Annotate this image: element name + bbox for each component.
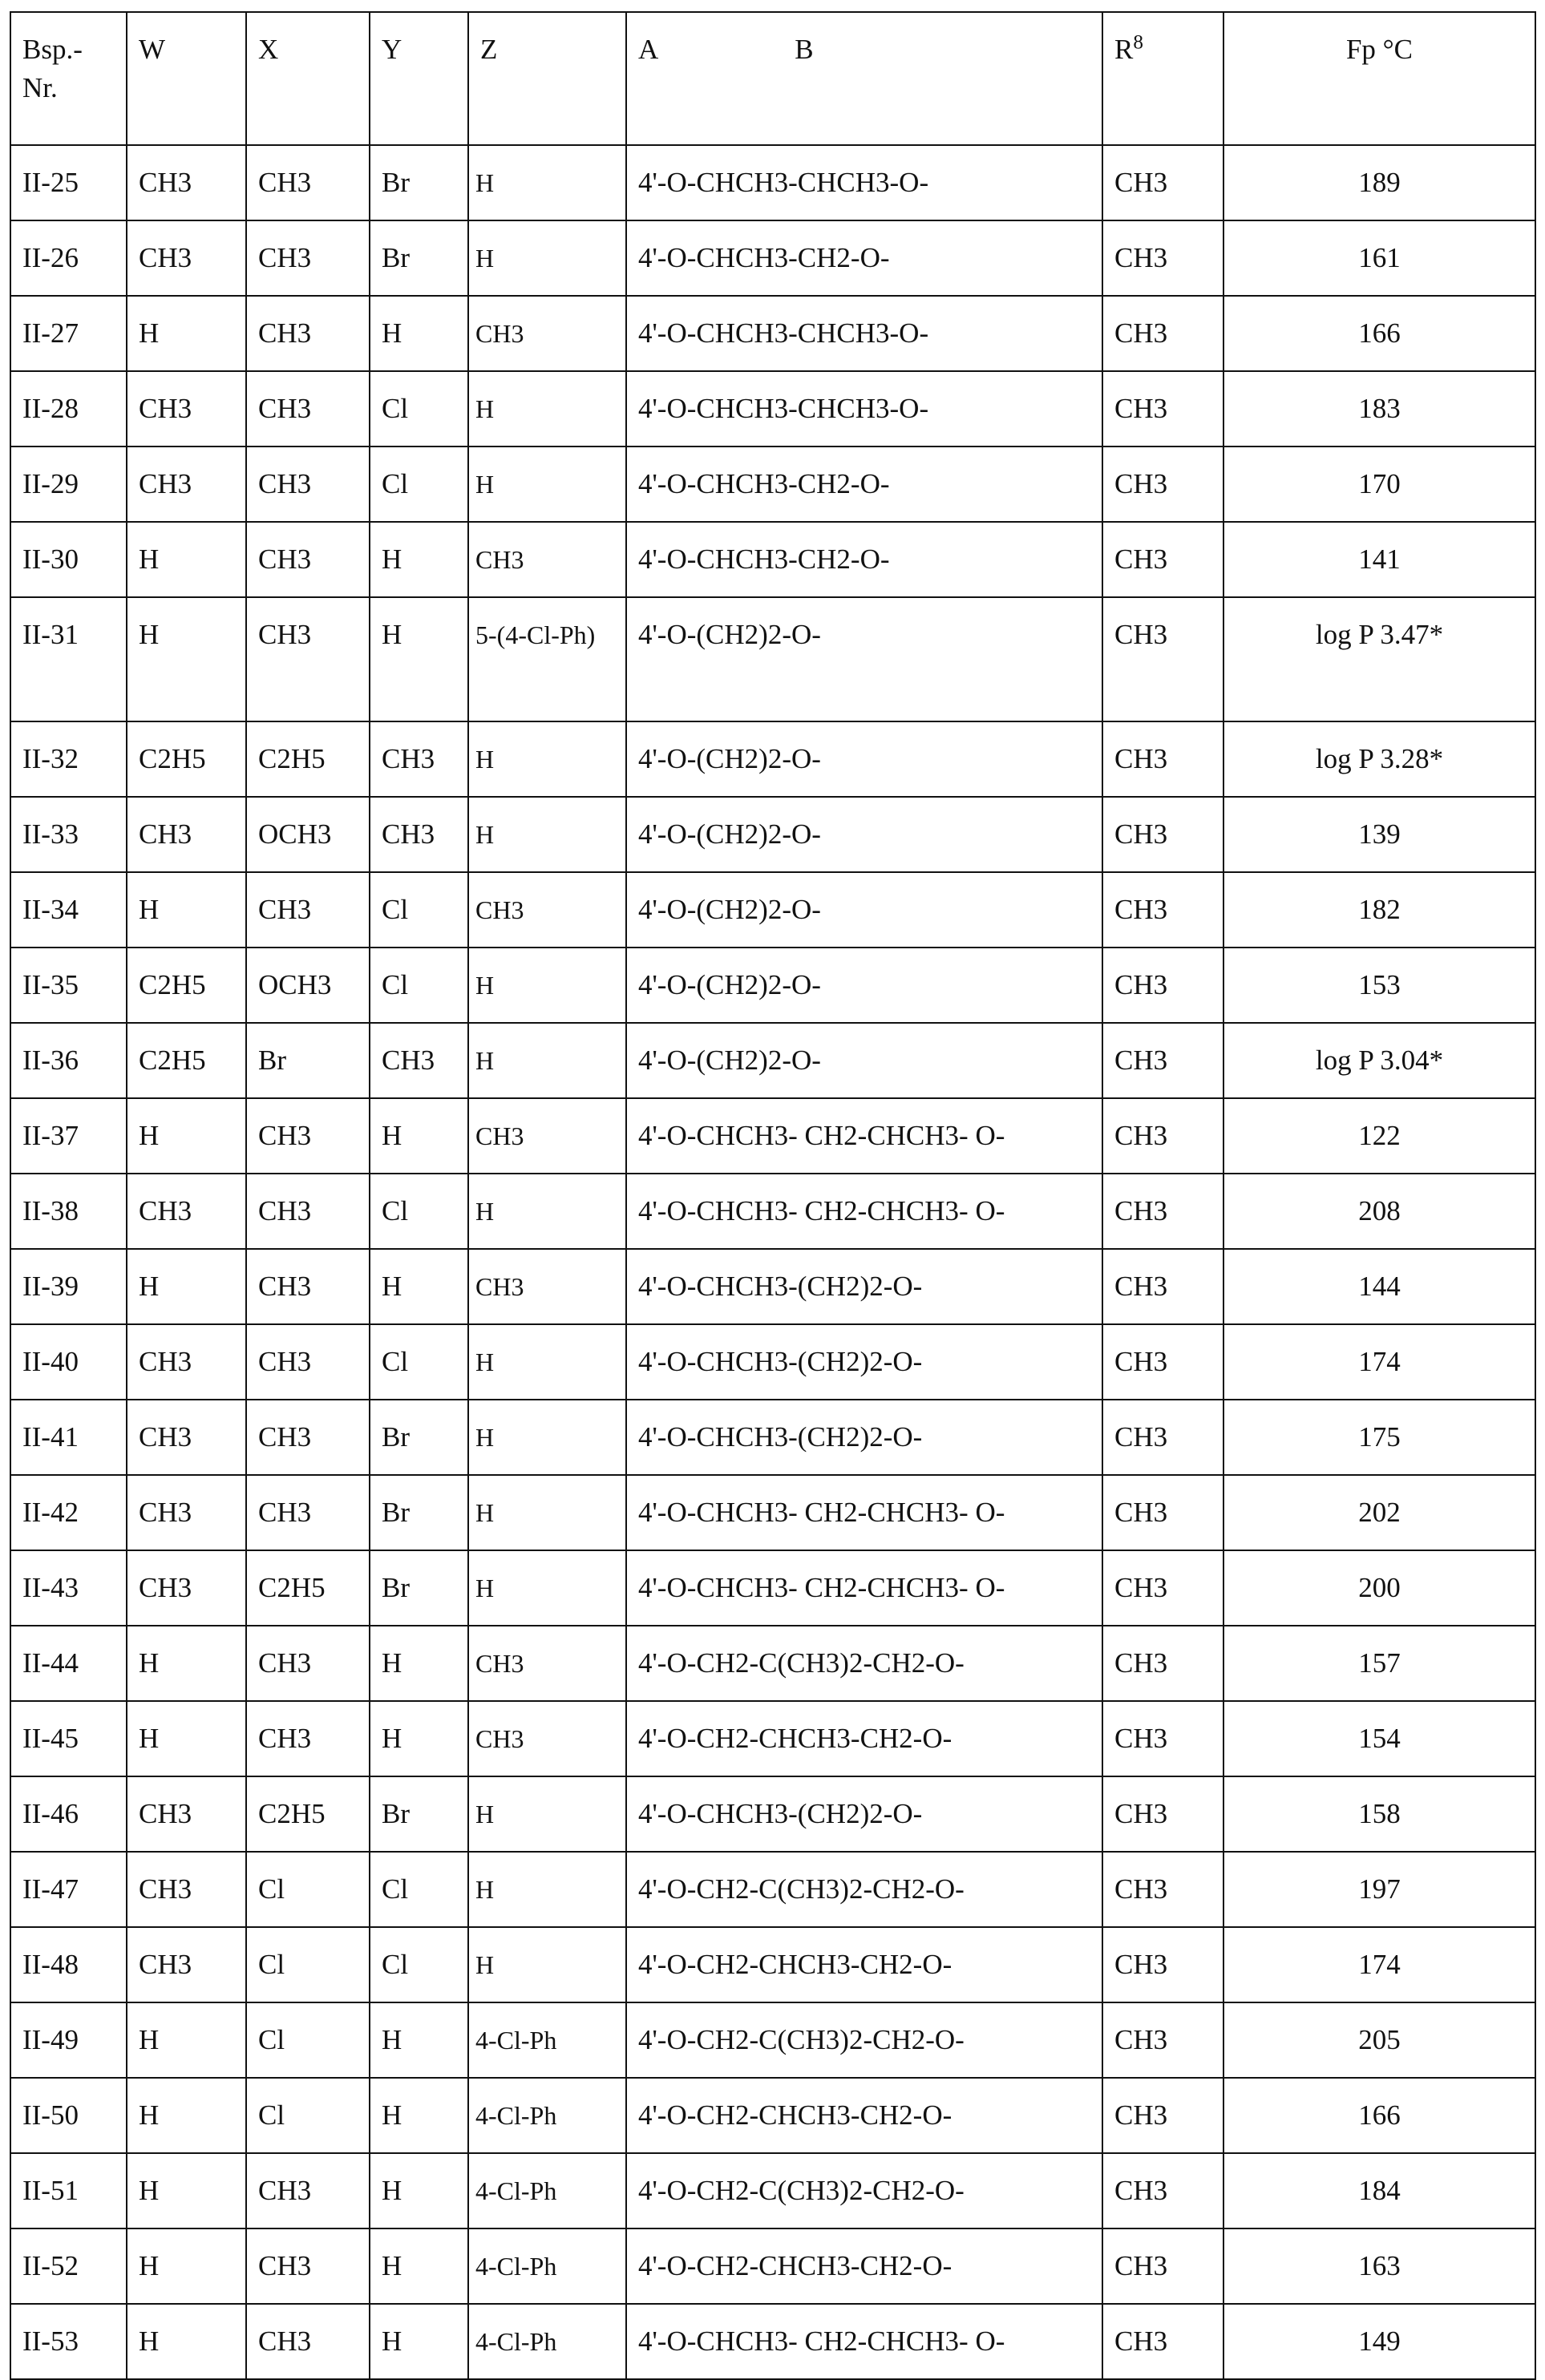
header-fp: Fp °C [1223, 12, 1535, 145]
cell-x: Cl [246, 1927, 370, 2002]
compound-table [10, 11, 1536, 2380]
cell-y: H [370, 1098, 468, 1174]
cell-ab: 4'-O-CHCH3-CH2-O- [626, 522, 1102, 597]
cell-r8: CH3 [1102, 220, 1223, 296]
cell-x: CH3 [246, 1400, 370, 1475]
cell-w: H [127, 1626, 246, 1701]
cell-w: H [127, 2078, 246, 2153]
cell-z: H [468, 1400, 626, 1475]
cell-nr: II-42 [10, 1475, 127, 1550]
cell-fp: 161 [1223, 220, 1535, 296]
cell-w: H [127, 2228, 246, 2304]
cell-ab: 4'-O-CHCH3-CHCH3-O- [626, 296, 1102, 371]
cell-ab: 4'-O-(CH2)2-O- [626, 948, 1102, 1023]
cell-x: CH3 [246, 1626, 370, 1701]
cell-nr: II-49 [10, 2002, 127, 2078]
cell-z: H [468, 1324, 626, 1400]
cell-fp: 189 [1223, 145, 1535, 220]
cell-ab: 4'-O-(CH2)2-O- [626, 797, 1102, 872]
table-row [10, 1324, 1535, 1400]
cell-nr: II-36 [10, 1023, 127, 1098]
cell-y: H [370, 1701, 468, 1776]
cell-x: CH3 [246, 1249, 370, 1324]
cell-r8: CH3 [1102, 1249, 1223, 1324]
header-x: X [246, 12, 370, 145]
cell-nr: II-29 [10, 447, 127, 522]
cell-x: OCH3 [246, 948, 370, 1023]
cell-y: Cl [370, 1927, 468, 2002]
cell-r8: CH3 [1102, 1098, 1223, 1174]
cell-nr: II-25 [10, 145, 127, 220]
cell-x: CH3 [246, 2153, 370, 2228]
cell-r8: CH3 [1102, 296, 1223, 371]
cell-fp: 157 [1223, 1626, 1535, 1701]
cell-nr: II-34 [10, 872, 127, 948]
cell-z: H [468, 220, 626, 296]
table-row [10, 2228, 1535, 2304]
cell-nr: II-51 [10, 2153, 127, 2228]
cell-y: H [370, 1249, 468, 1324]
cell-y: H [370, 1626, 468, 1701]
cell-ab: 4'-O-CH2-C(CH3)2-CH2-O- [626, 2153, 1102, 2228]
cell-nr: II-45 [10, 1701, 127, 1776]
cell-fp: 163 [1223, 2228, 1535, 2304]
cell-w: H [127, 2153, 246, 2228]
cell-z: CH3 [468, 522, 626, 597]
cell-r8: CH3 [1102, 597, 1223, 721]
header-a-b [626, 12, 1102, 145]
cell-fp: 144 [1223, 1249, 1535, 1324]
cell-y: Cl [370, 1324, 468, 1400]
cell-w: CH3 [127, 1400, 246, 1475]
cell-nr: II-46 [10, 1776, 127, 1852]
cell-y: H [370, 597, 468, 721]
cell-z: H [468, 1852, 626, 1927]
cell-y: Cl [370, 1852, 468, 1927]
header-b: B [795, 34, 813, 65]
cell-r8: CH3 [1102, 371, 1223, 447]
table-row [10, 1249, 1535, 1324]
cell-y: CH3 [370, 721, 468, 797]
table-row [10, 1400, 1535, 1475]
table-row [10, 1475, 1535, 1550]
header-a: A [638, 34, 658, 65]
cell-w: H [127, 522, 246, 597]
cell-x: CH3 [246, 145, 370, 220]
cell-ab: 4'-O-CH2-CHCH3-CH2-O- [626, 2228, 1102, 2304]
cell-x: CH3 [246, 1174, 370, 1249]
header-row [10, 12, 1535, 145]
table-row [10, 447, 1535, 522]
table-row [10, 1626, 1535, 1701]
cell-r8: CH3 [1102, 1023, 1223, 1098]
cell-fp: 153 [1223, 948, 1535, 1023]
cell-fp: 174 [1223, 1927, 1535, 2002]
cell-r8: CH3 [1102, 1701, 1223, 1776]
cell-x: CH3 [246, 371, 370, 447]
cell-x: Cl [246, 2078, 370, 2153]
table-row [10, 1174, 1535, 1249]
cell-z: H [468, 1550, 626, 1626]
cell-nr: II-41 [10, 1400, 127, 1475]
header-w: W [127, 12, 246, 145]
cell-r8: CH3 [1102, 522, 1223, 597]
cell-w: CH3 [127, 1927, 246, 2002]
cell-w: CH3 [127, 145, 246, 220]
cell-fp: 184 [1223, 2153, 1535, 2228]
table-row [10, 1927, 1535, 2002]
cell-x: OCH3 [246, 797, 370, 872]
table-row [10, 145, 1535, 220]
cell-r8: CH3 [1102, 447, 1223, 522]
table-row [10, 371, 1535, 447]
cell-x: C2H5 [246, 1550, 370, 1626]
cell-x: CH3 [246, 1475, 370, 1550]
table-row [10, 296, 1535, 371]
cell-ab: 4'-O-CH2-C(CH3)2-CH2-O- [626, 2002, 1102, 2078]
cell-y: Br [370, 1550, 468, 1626]
cell-nr: II-31 [10, 597, 127, 721]
cell-nr: II-52 [10, 2228, 127, 2304]
cell-z: 4-Cl-Ph [468, 2304, 626, 2379]
cell-w: CH3 [127, 1324, 246, 1400]
cell-ab: 4'-O-CHCH3-CH2-O- [626, 447, 1102, 522]
cell-r8: CH3 [1102, 1626, 1223, 1701]
cell-nr: II-30 [10, 522, 127, 597]
cell-nr: II-43 [10, 1550, 127, 1626]
cell-r8: CH3 [1102, 1852, 1223, 1927]
cell-x: Cl [246, 2002, 370, 2078]
cell-fp: 166 [1223, 2078, 1535, 2153]
cell-fp: log P 3.04* [1223, 1023, 1535, 1098]
cell-w: H [127, 1701, 246, 1776]
table-row [10, 522, 1535, 597]
table-row [10, 1852, 1535, 1927]
cell-ab: 4'-O-CHCH3-CHCH3-O- [626, 145, 1102, 220]
cell-w: CH3 [127, 1475, 246, 1550]
cell-ab: 4'-O-CH2-CHCH3-CH2-O- [626, 1701, 1102, 1776]
cell-z: H [468, 1776, 626, 1852]
cell-y: CH3 [370, 797, 468, 872]
header-r: R [1114, 34, 1133, 65]
cell-fp: log P 3.47* [1223, 597, 1535, 721]
cell-nr: II-38 [10, 1174, 127, 1249]
cell-fp: 202 [1223, 1475, 1535, 1550]
cell-fp: 149 [1223, 2304, 1535, 2379]
cell-fp: 182 [1223, 872, 1535, 948]
cell-w: H [127, 1249, 246, 1324]
cell-ab: 4'-O-(CH2)2-O- [626, 597, 1102, 721]
cell-w: CH3 [127, 1776, 246, 1852]
cell-r8: CH3 [1102, 797, 1223, 872]
cell-z: CH3 [468, 1249, 626, 1324]
cell-w: CH3 [127, 1174, 246, 1249]
cell-nr: II-26 [10, 220, 127, 296]
cell-y: H [370, 2153, 468, 2228]
cell-r8: CH3 [1102, 872, 1223, 948]
cell-y: Br [370, 1475, 468, 1550]
cell-z: CH3 [468, 1701, 626, 1776]
cell-z: H [468, 721, 626, 797]
cell-ab: 4'-O-(CH2)2-O- [626, 1023, 1102, 1098]
cell-z: CH3 [468, 1098, 626, 1174]
cell-fp: 205 [1223, 2002, 1535, 2078]
cell-x: CH3 [246, 447, 370, 522]
cell-r8: CH3 [1102, 2078, 1223, 2153]
header-nr: Nr. [22, 72, 58, 103]
cell-w: H [127, 2304, 246, 2379]
cell-x: CH3 [246, 1701, 370, 1776]
cell-nr: II-28 [10, 371, 127, 447]
cell-x: Br [246, 1023, 370, 1098]
cell-r8: CH3 [1102, 1776, 1223, 1852]
cell-w: C2H5 [127, 721, 246, 797]
cell-w: CH3 [127, 1550, 246, 1626]
cell-ab: 4'-O-CHCH3-(CH2)2-O- [626, 1324, 1102, 1400]
cell-r8: CH3 [1102, 2153, 1223, 2228]
cell-y: H [370, 2228, 468, 2304]
cell-z: H [468, 447, 626, 522]
cell-y: Br [370, 1400, 468, 1475]
table-row [10, 721, 1535, 797]
cell-fp: 174 [1223, 1324, 1535, 1400]
cell-x: CH3 [246, 522, 370, 597]
cell-w: H [127, 597, 246, 721]
cell-z: 4-Cl-Ph [468, 2228, 626, 2304]
cell-z: H [468, 1927, 626, 2002]
cell-y: H [370, 2304, 468, 2379]
cell-fp: log P 3.28* [1223, 721, 1535, 797]
cell-fp: 166 [1223, 296, 1535, 371]
cell-r8: CH3 [1102, 2002, 1223, 2078]
cell-x: C2H5 [246, 1776, 370, 1852]
cell-y: H [370, 2078, 468, 2153]
cell-r8: CH3 [1102, 145, 1223, 220]
cell-r8: CH3 [1102, 1400, 1223, 1475]
cell-nr: II-35 [10, 948, 127, 1023]
cell-r8: CH3 [1102, 721, 1223, 797]
cell-nr: II-48 [10, 1927, 127, 2002]
cell-w: CH3 [127, 220, 246, 296]
cell-z: H [468, 948, 626, 1023]
cell-nr: II-39 [10, 1249, 127, 1324]
cell-x: CH3 [246, 220, 370, 296]
cell-ab: 4'-O-CHCH3-CHCH3-O- [626, 371, 1102, 447]
cell-fp: 200 [1223, 1550, 1535, 1626]
cell-w: CH3 [127, 371, 246, 447]
cell-fp: 183 [1223, 371, 1535, 447]
table-row [10, 1023, 1535, 1098]
cell-y: Cl [370, 447, 468, 522]
cell-z: CH3 [468, 296, 626, 371]
cell-ab: 4'-O-CHCH3-(CH2)2-O- [626, 1776, 1102, 1852]
cell-z: H [468, 1475, 626, 1550]
cell-ab: 4'-O-CHCH3- CH2-CHCH3- O- [626, 1174, 1102, 1249]
cell-ab: 4'-O-CHCH3- CH2-CHCH3- O- [626, 1475, 1102, 1550]
cell-ab: 4'-O-CH2-C(CH3)2-CH2-O- [626, 1852, 1102, 1927]
cell-w: C2H5 [127, 1023, 246, 1098]
cell-fp: 158 [1223, 1776, 1535, 1852]
cell-r8: CH3 [1102, 1927, 1223, 2002]
cell-y: Br [370, 1776, 468, 1852]
cell-ab: 4'-O-CH2-CHCH3-CH2-O- [626, 1927, 1102, 2002]
cell-y: H [370, 522, 468, 597]
cell-z: H [468, 797, 626, 872]
cell-ab: 4'-O-(CH2)2-O- [626, 721, 1102, 797]
cell-z: H [468, 1174, 626, 1249]
cell-w: H [127, 1098, 246, 1174]
cell-nr: II-50 [10, 2078, 127, 2153]
cell-x: C2H5 [246, 721, 370, 797]
cell-x: CH3 [246, 1324, 370, 1400]
cell-w: CH3 [127, 1852, 246, 1927]
cell-y: H [370, 2002, 468, 2078]
cell-nr: II-40 [10, 1324, 127, 1400]
table-row [10, 1776, 1535, 1852]
header-r-superscript: 8 [1133, 31, 1143, 53]
cell-z: 5-(4-Cl-Ph) [468, 597, 626, 721]
table-row [10, 220, 1535, 296]
cell-nr: II-33 [10, 797, 127, 872]
cell-y: Cl [370, 872, 468, 948]
cell-z: H [468, 371, 626, 447]
header-r8 [1102, 12, 1223, 145]
table-row [10, 597, 1535, 721]
table-row [10, 2002, 1535, 2078]
cell-y: Br [370, 220, 468, 296]
table-row [10, 872, 1535, 948]
cell-w: C2H5 [127, 948, 246, 1023]
cell-w: H [127, 2002, 246, 2078]
cell-nr: II-37 [10, 1098, 127, 1174]
cell-x: CH3 [246, 872, 370, 948]
cell-r8: CH3 [1102, 948, 1223, 1023]
header-bsp: Bsp.- [22, 34, 83, 65]
header-y: Y [370, 12, 468, 145]
cell-w: H [127, 872, 246, 948]
header-z: Z [468, 12, 626, 145]
cell-x: Cl [246, 1852, 370, 1927]
cell-z: CH3 [468, 1626, 626, 1701]
cell-nr: II-32 [10, 721, 127, 797]
cell-ab: 4'-O-CHCH3- CH2-CHCH3- O- [626, 2304, 1102, 2379]
table-row [10, 2078, 1535, 2153]
cell-ab: 4'-O-CHCH3- CH2-CHCH3- O- [626, 1098, 1102, 1174]
cell-nr: II-53 [10, 2304, 127, 2379]
cell-r8: CH3 [1102, 1174, 1223, 1249]
cell-w: CH3 [127, 447, 246, 522]
cell-nr: II-47 [10, 1852, 127, 1927]
cell-fp: 139 [1223, 797, 1535, 872]
cell-fp: 141 [1223, 522, 1535, 597]
cell-r8: CH3 [1102, 2304, 1223, 2379]
cell-y: Br [370, 145, 468, 220]
table-row [10, 797, 1535, 872]
cell-z: H [468, 145, 626, 220]
cell-y: Cl [370, 948, 468, 1023]
cell-fp: 170 [1223, 447, 1535, 522]
cell-z: 4-Cl-Ph [468, 2153, 626, 2228]
cell-ab: 4'-O-CHCH3-(CH2)2-O- [626, 1249, 1102, 1324]
table-row [10, 2153, 1535, 2228]
header-bsp-nr [10, 12, 127, 145]
cell-r8: CH3 [1102, 1475, 1223, 1550]
cell-ab: 4'-O-CHCH3-(CH2)2-O- [626, 1400, 1102, 1475]
cell-z: H [468, 1023, 626, 1098]
table-row [10, 1550, 1535, 1626]
table-row [10, 948, 1535, 1023]
cell-fp: 175 [1223, 1400, 1535, 1475]
cell-z: 4-Cl-Ph [468, 2078, 626, 2153]
table-row [10, 1701, 1535, 1776]
cell-r8: CH3 [1102, 1324, 1223, 1400]
cell-x: CH3 [246, 597, 370, 721]
cell-ab: 4'-O-CHCH3-CH2-O- [626, 220, 1102, 296]
cell-x: CH3 [246, 2228, 370, 2304]
cell-nr: II-27 [10, 296, 127, 371]
cell-z: 4-Cl-Ph [468, 2002, 626, 2078]
cell-fp: 154 [1223, 1701, 1535, 1776]
cell-w: H [127, 296, 246, 371]
cell-fp: 197 [1223, 1852, 1535, 1927]
cell-y: H [370, 296, 468, 371]
cell-x: CH3 [246, 1098, 370, 1174]
cell-x: CH3 [246, 296, 370, 371]
cell-nr: II-44 [10, 1626, 127, 1701]
table-row [10, 1098, 1535, 1174]
cell-z: CH3 [468, 872, 626, 948]
cell-y: CH3 [370, 1023, 468, 1098]
cell-ab: 4'-O-CH2-C(CH3)2-CH2-O- [626, 1626, 1102, 1701]
cell-fp: 208 [1223, 1174, 1535, 1249]
cell-y: Cl [370, 1174, 468, 1249]
cell-y: Cl [370, 371, 468, 447]
cell-r8: CH3 [1102, 2228, 1223, 2304]
cell-ab: 4'-O-CH2-CHCH3-CH2-O- [626, 2078, 1102, 2153]
cell-x: CH3 [246, 2304, 370, 2379]
cell-fp: 122 [1223, 1098, 1535, 1174]
cell-w: CH3 [127, 797, 246, 872]
cell-ab: 4'-O-CHCH3- CH2-CHCH3- O- [626, 1550, 1102, 1626]
cell-ab: 4'-O-(CH2)2-O- [626, 872, 1102, 948]
cell-r8: CH3 [1102, 1550, 1223, 1626]
table-row [10, 2304, 1535, 2379]
